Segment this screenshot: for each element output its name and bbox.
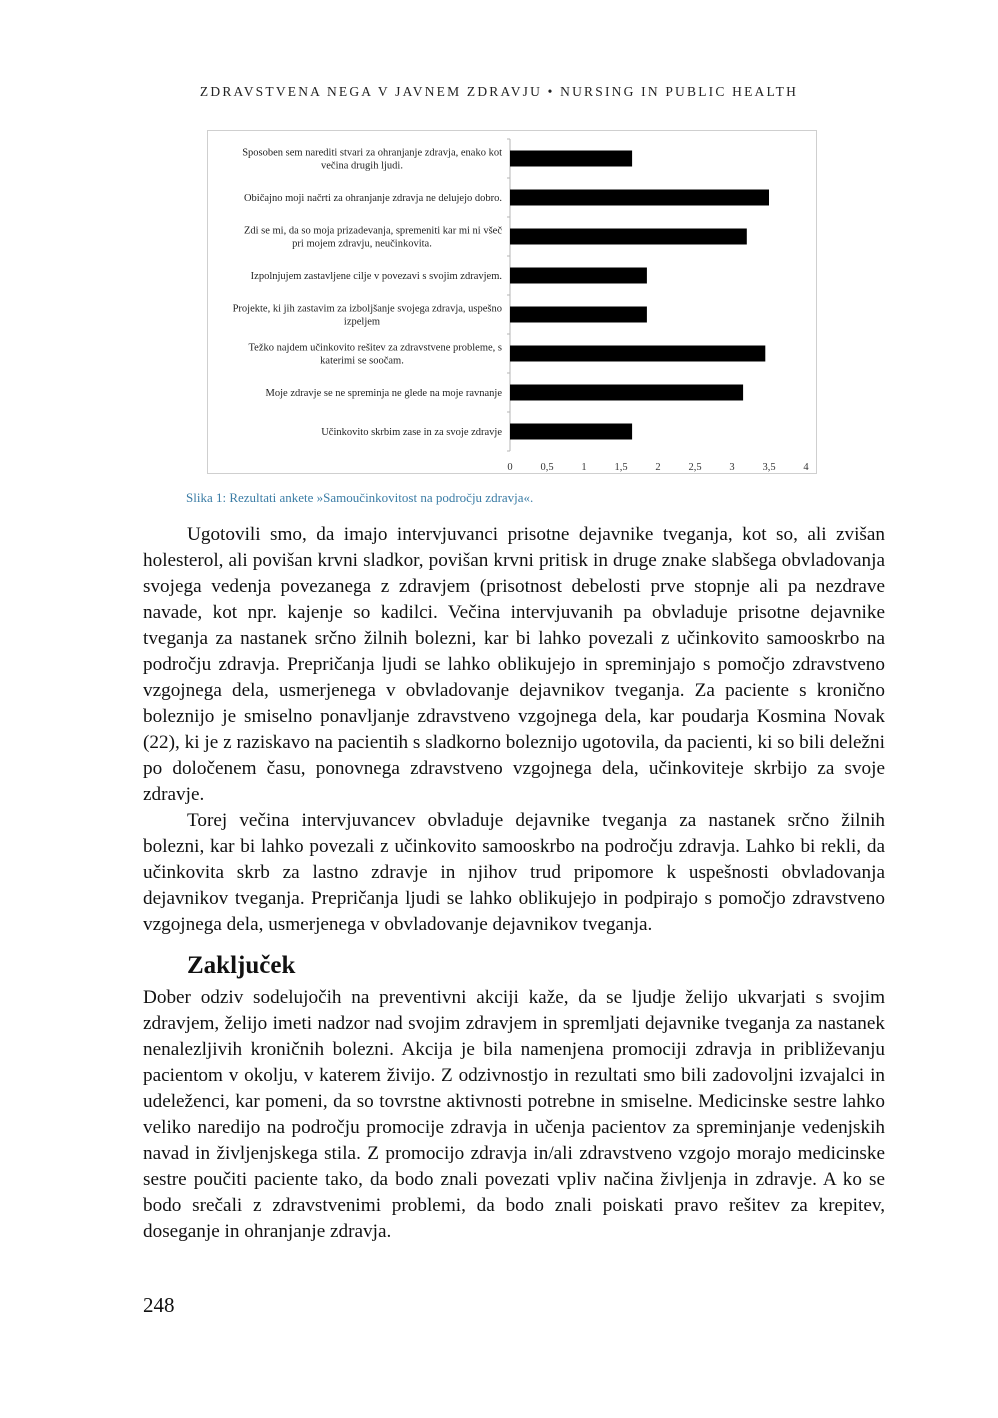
x-tick-label: 0,5 (540, 462, 554, 473)
x-tick-label: 0 (507, 462, 513, 473)
category-label: Moje zdravje se ne spreminja ne glede na moje ravnanje (265, 388, 502, 399)
bar (510, 307, 647, 323)
category-label: Težko najdem učinkovito rešitev za zdravstvene probleme, s (248, 342, 502, 354)
category-label: Sposoben sem narediti stvari za ohranjanje zdravja, enako kot (242, 147, 502, 159)
bar (510, 268, 647, 284)
x-tick-label: 2 (655, 462, 661, 473)
x-tick-label: 3,5 (762, 462, 776, 473)
category-label: Projekte, ki jih zastavim za izboljšanje svojega zdravja, uspešno (232, 303, 502, 315)
bar-chart-svg (208, 131, 818, 475)
paragraph: Dober odziv sodelujočih na preventivni akciji kaže, da se ljudje želijo ukvarjati s svojim zdravjem, želijo imeti nadzor nad svojim zdravjem in spremljati dejavnike tveganja za nastanek nenalezljivih kroničnih bolezni. Akcija je bila namenjena promociji zdravja in približevanju pacientom v okolju, v katerem živijo. Z odzivnostjo in rezultati smo bili zadovoljni izvajalci in udeleženci, kar pomeni, da so tovrstne aktivnosti potrebne in smiselne. Medicinske sestre lahko veliko naredijo na področju promocije zdravja in učenja pacientov za spreminjanje vedenjskih navad in življenjskega stila. Z promocijo zdravja in/ali zdravstveno vzgojo morajo medicinske sestre poučiti paciente tako, da bodo znali povezati vpliv načina življenja in zdravje. A ko se bodo srečali z zdravstvenimi problemi, da bodo znali poiskati pravo rešitev za krepitev, doseganje in ohranjanje zdravja. (143, 987, 885, 1242)
x-tick-label: 3 (729, 462, 735, 473)
bar (510, 424, 632, 440)
discussion-text (143, 522, 885, 938)
bar-chart (207, 130, 817, 474)
category-label: Zdi se mi, da so moja prizadevanja, spremeniti kar mi ni všeč (243, 225, 502, 237)
category-label: pri mojem zdravju, neučinkovita. (292, 238, 432, 250)
bar (510, 190, 769, 206)
bar (510, 229, 747, 245)
bar (510, 346, 765, 362)
x-tick-label: 4 (803, 462, 809, 473)
category-label: večina drugih ljudi. (321, 160, 403, 172)
category-label: Izpolnjujem zastavljene cilje v povezavi s svojim zdravjem. (250, 271, 502, 282)
category-label: Običajno moji načrti za ohranjanje zdravja ne delujejo dobro. (243, 193, 502, 204)
paragraph: Ugotovili smo, da imajo intervjuvanci prisotne dejavnike tveganja, kot so, ali zvišan holesterol, ali povišan krvni sladkor, povišan krvni pritisk in druge znake slabšega obvladovanja svojega vedenja povezanega z zdravjem (prisotnost debelosti prve stopnje ali pa nezdrave navade, kot npr. kajenje so kadilci. Večina intervjuvanih pa obvladuje prisotne dejavnike tveganja za nastanek srčno žilnih bolezni, kar bi lahko povezali z učinkovito samooskrbo na področju zdravja. Prepričanja ljudi se lahko oblikujejo in spreminjajo s pomočjo zdravstveno vzgojnega dela, usmerjenega v obvladovanje dejavnikov tveganja. Za paciente s kronično boleznijo je smiselno ponavljanje zdravstveno vzgojnega dela, kar poudarja Kosmina Novak (22), ki je z raziskavo na pacientih s sladkorno boleznijo ugotovila, da pacienti, ki so bili deležni po določenem času, ponovnega zdravstveno vzgojnega dela, učinkoviteje skrbijo za svoje zdravje. (143, 524, 885, 805)
x-tick-label: 1,5 (614, 462, 628, 473)
x-tick-label: 1 (581, 462, 587, 473)
category-label: katerimi se soočam. (320, 355, 404, 367)
conclusion-text (143, 985, 885, 1245)
bar (510, 385, 743, 401)
figure-caption: Slika 1: Rezultati ankete »Samoučinkovitost na področju zdravja«. (186, 490, 534, 505)
section-heading: Zaključek (187, 952, 296, 979)
running-header: ZDRAVSTVENA NEGA V JAVNEM ZDRAVJU • NURSING IN PUBLIC HEALTH (199, 84, 799, 99)
page-number: 248 (143, 1293, 175, 1317)
category-label: izpeljem (343, 316, 381, 328)
category-label: Učinkovito skrbim zase in za svoje zdravje (321, 427, 502, 438)
paragraph: Torej večina intervjuvancev obvladuje dejavnike tveganja za nastanek srčno žilnih bolezni, kar bi lahko povezali z učinkovito samooskrbo na področju zdravja. Lahko bi rekli, da učinkovita skrb za lastno zdravje in njihov trud pripomore k uspešnosti obvladovanja dejavnikov tveganja. Prepričanja ljudi se lahko oblikujejo in podpirajo s pomočjo zdravstveno vzgojnega dela, usmerjenega v obvladovanje dejavnikov tveganja. (143, 810, 885, 935)
x-tick-label: 2,5 (688, 462, 702, 473)
bar (510, 151, 632, 167)
